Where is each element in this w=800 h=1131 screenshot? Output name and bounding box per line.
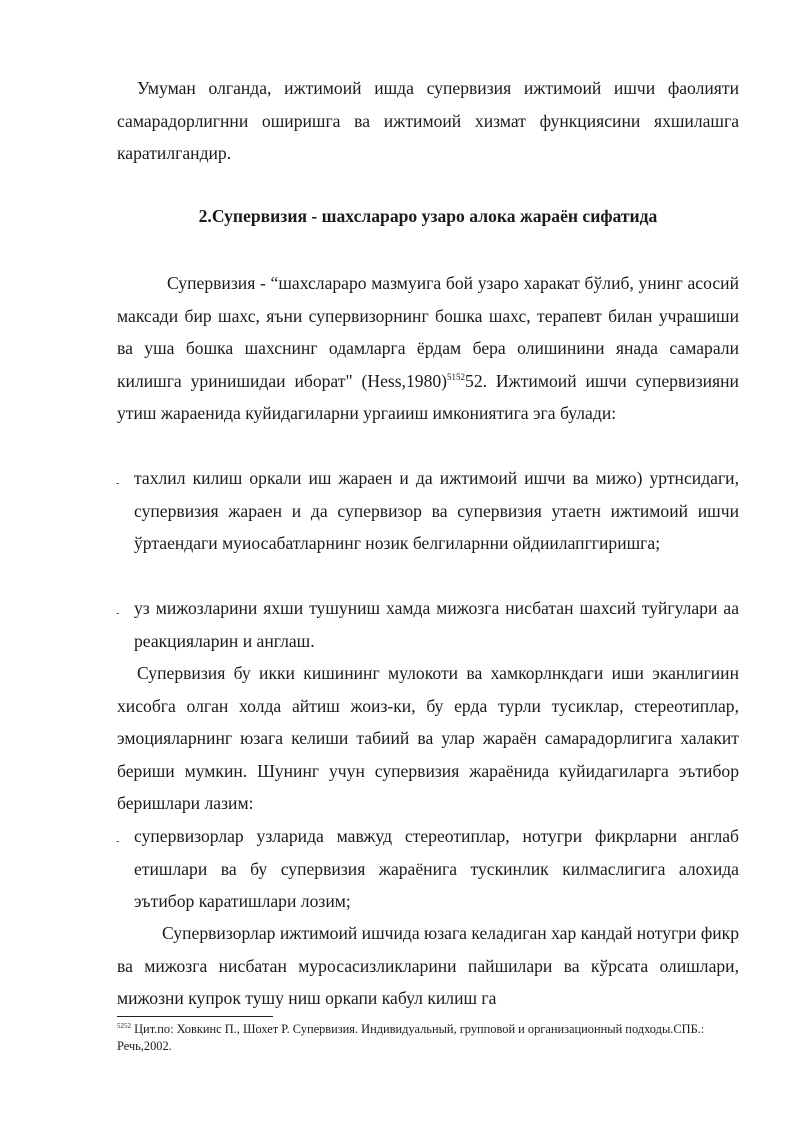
definition-text: Супервизия - “шахслараро мазмуига бой узаро харакат бўлиб, унинг асосий максади бир шахс, яъни супервизорнинг бошка шахс, терапевт билан учрашиши ва уша бошка шахснинг одамларга ёрдам бера олишинини янада самарали килишга уринишидаи иборат" (Hess,1980) <box>117 273 739 391</box>
paragraph-stereotypes: Супервизия бу икки кишининг мулокоти ва хамкорлнкдаги иши эканлигиин хисобга олган холда айтиш жоиз-ки, бу ерда турли тусиклар, стереотиплар, эмоцияларнинг юзага келиши табиий ва улар жараён самарадорлигига халакит бериши мумкин. Шунинг учун супервизия жараёнида куйидагиларга эътибор беришлари лазим: <box>117 663 739 813</box>
list-item: супервизорлар узларида мавжуд стереотиплар, нотугри фикрларни англаб етишлари ва бу супервизия жараёнига тускинлик килмаслигига алохида эътибор каратишлари лозим; <box>134 826 739 911</box>
paragraph-definition <box>117 267 739 430</box>
list-item: уз мижозларини яхши тушуниш хамда мижозга нисбатан шахсий туйгулари аа реакцияларин и англаш. <box>134 598 739 651</box>
footnote-marker: 5252 <box>117 1022 131 1030</box>
footnote-text: Цит.по: Ховкинс П., Шохет Р. Супервизия. Индивидуальный, групповой и организационный подходы.СПБ.: Речь,2002. <box>117 1022 705 1053</box>
section-heading: 2.Супервизия - шахслараро узаро алока жараён сифатида <box>198 206 658 226</box>
definition-text-continued: 52. Ижтимоий ишчи супервизияни утиш жараенида куйидагиларни ургаииш имкониятига эга булади: <box>117 370 739 423</box>
list-item: тахлил килиш оркали иш жараен и да ижтимоий ишчи ва мижо) уртнсидаги, супервизия жараен и да супервизор ва супервизия утаетн ижтимоий ишчи ўртаендаги муиосабатларнинг нозик белгиларнни ойдиилапггиришга; <box>134 468 739 553</box>
list-marker: - <box>116 478 120 489</box>
footnote-separator <box>117 1016 273 1017</box>
list-marker: - <box>116 608 120 619</box>
paragraph-intro: Умуман олганда, ижтимоий ишда супервизия ижтимоий ишчи фаолияти самарадорлигнни оширишга ва ижтимоий хизмат функциясини яхшилашга каратилгандир. <box>117 78 739 163</box>
footnote <box>117 1021 739 1054</box>
footnote-reference[interactable]: 5152 <box>447 371 466 382</box>
paragraph-supervisors: Супервизорлар ижтимоий ишчида юзага келадиган хар кандай нотугри фикр ва мижозга нисбатан муросасизликларини пайшилари ва кўрсата олишлари, мижозни купрок тушу ниш оркапи кабул килиш га <box>117 923 739 1008</box>
list-marker: - <box>116 836 120 847</box>
